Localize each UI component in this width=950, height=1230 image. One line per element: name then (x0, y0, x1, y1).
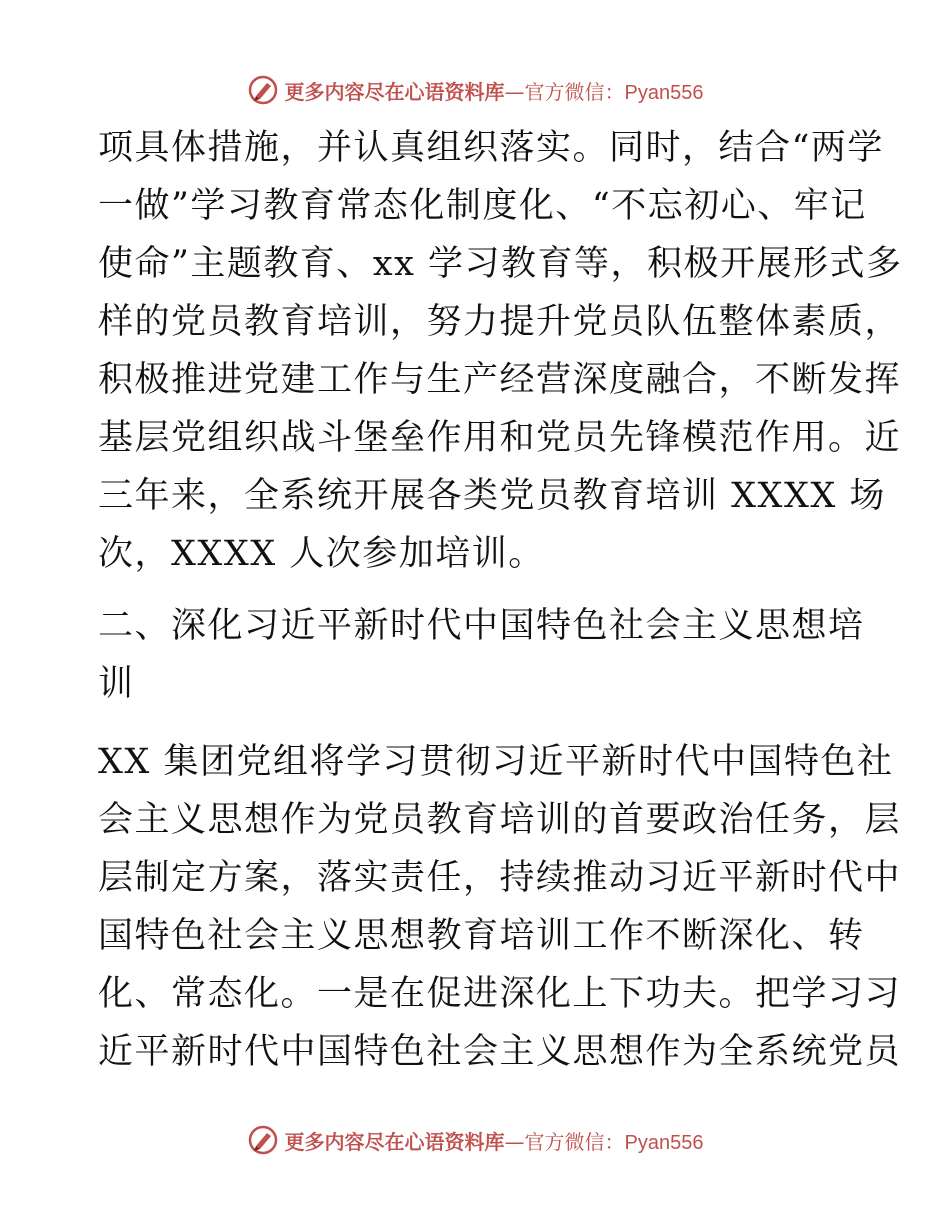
paragraph-2 (98, 738, 902, 1076)
watermark-id: Pyan556 (624, 81, 704, 104)
document-body (98, 124, 903, 1086)
header-watermark (0, 70, 950, 110)
paragraph-1 (98, 124, 903, 578)
section-heading (98, 602, 865, 708)
text-line: 项具体措施，并认真组织落实。同时，结合“两学 (98, 128, 884, 168)
text-line: 积极推进党建工作与生产经营深度融合，不断发挥 (98, 360, 902, 400)
text-line: 会主义思想作为党员教育培训的首要政治任务，层 (98, 800, 902, 840)
text-line: 层制定方案，落实责任，持续推动习近平新时代中 (98, 858, 902, 898)
footer-watermark (0, 1120, 950, 1160)
watermark-text (285, 76, 704, 105)
text-line: 一做”学习教育常态化制度化、“不忘初心、牢记 (98, 186, 867, 226)
text-line: 三年来，全系统开展各类党员教育培训 XXXX 场 (98, 476, 886, 516)
watermark-dash: — (504, 1129, 525, 1154)
heading-line: 训 (98, 664, 135, 704)
text-line: 国特色社会主义思想教育培训工作不断深化、转 (98, 916, 865, 956)
watermark-wechat: 官方微信： (524, 1129, 625, 1154)
text-line: XX 集团党组将学习贯彻习近平新时代中国特色社 (98, 742, 894, 782)
text-line: 样的党员教育培训，努力提升党员队伍整体素质， (98, 302, 902, 342)
heading-line: 二、深化习近平新时代中国特色社会主义思想培 (98, 606, 865, 646)
watermark-id: Pyan556 (624, 1131, 704, 1154)
watermark-wechat: 官方微信： (524, 79, 625, 104)
watermark-dash: — (504, 79, 525, 104)
text-line: 化、常态化。一是在促进深化上下功夫。把学习习 (98, 974, 902, 1014)
text-line: 使命”主题教育、xx 学习教育等，积极开展形式多 (98, 244, 903, 284)
watermark-text (285, 1126, 704, 1155)
pen-logo-icon (247, 1124, 279, 1156)
text-line: 基层党组织战斗堡垒作用和党员先锋模范作用。近 (98, 418, 902, 458)
text-line: 次，XXXX 人次参加培训。 (98, 534, 545, 574)
text-line: 近平新时代中国特色社会主义思想作为全系统党员 (98, 1032, 902, 1072)
watermark-label: 更多内容尽在心语资料库 (284, 1129, 505, 1154)
pen-logo-icon (247, 74, 279, 106)
watermark-label: 更多内容尽在心语资料库 (284, 79, 505, 104)
